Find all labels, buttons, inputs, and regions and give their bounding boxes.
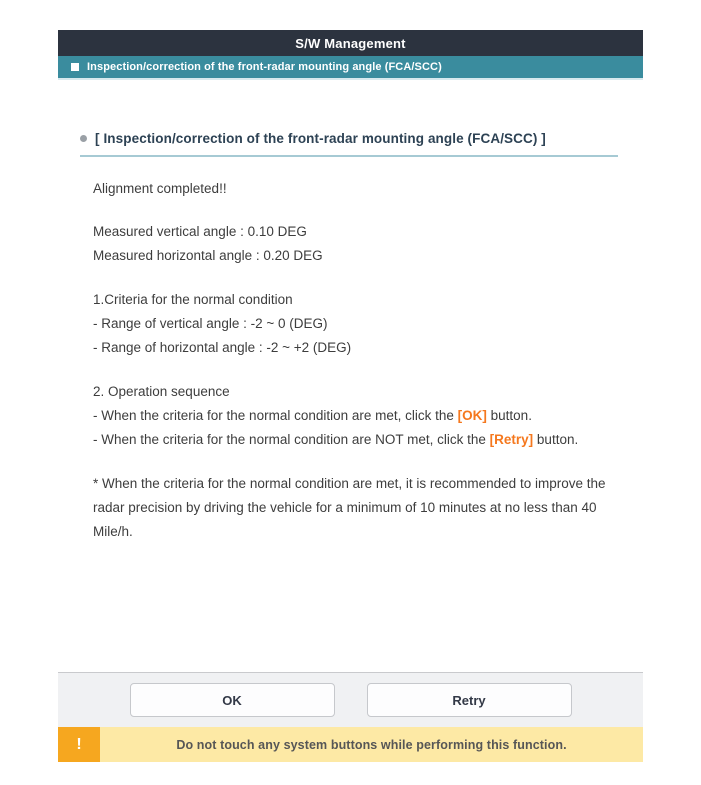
measured-vertical-angle: Measured vertical angle : 0.10 DEG	[93, 224, 307, 239]
warning-message: Do not touch any system buttons while performing this function.	[176, 737, 567, 752]
sequence-ok-line	[93, 404, 618, 428]
measured-values	[93, 220, 618, 268]
measured-horizontal-angle: Measured horizontal angle : 0.20 DEG	[93, 248, 323, 263]
section-title: [ Inspection/correction of the front-radar mounting angle (FCA/SCC) ]	[95, 131, 546, 146]
sequence-retry-line	[93, 428, 618, 452]
bullet-square-icon	[71, 63, 79, 71]
function-title-bar	[58, 56, 643, 80]
bullet-dot-icon	[80, 135, 87, 142]
message-area	[93, 177, 618, 544]
sequence-heading: 2. Operation sequence	[93, 384, 230, 399]
section-title-row	[80, 131, 618, 157]
header-bar	[58, 30, 643, 56]
sequence-retry-pre: - When the criteria for the normal condition are NOT met, click the	[93, 432, 490, 447]
sequence-retry-post: button.	[533, 432, 579, 447]
warning-bar	[58, 727, 643, 762]
page-title: S/W Management	[295, 35, 406, 51]
alignment-status: Alignment completed!!	[93, 181, 227, 196]
criteria-section	[93, 288, 618, 360]
criteria-heading: 1.Criteria for the normal condition	[93, 292, 293, 307]
criteria-horizontal-range: - Range of horizontal angle : -2 ~ +2 (DEG)	[93, 340, 352, 355]
ok-button[interactable]: OK	[130, 683, 335, 717]
recommendation-note: * When the criteria for the normal condition are met, it is recommended to improve the radar precision by driving the vehicle for a minimum of 10 minutes at no less than 40 Mile/h.	[93, 476, 606, 539]
retry-tag-highlight: [Retry]	[489, 432, 534, 447]
ok-tag-highlight: [OK]	[457, 408, 487, 423]
warning-icon: !	[58, 727, 100, 762]
sequence-section	[93, 380, 618, 452]
sequence-ok-pre: - When the criteria for the normal condition are met, click the	[93, 408, 458, 423]
content-block	[58, 30, 643, 544]
criteria-vertical-range: - Range of vertical angle : -2 ~ 0 (DEG)	[93, 316, 328, 331]
bottom-area	[58, 672, 643, 762]
function-title: Inspection/correction of the front-radar mounting angle (FCA/SCC)	[87, 61, 442, 73]
retry-button[interactable]: Retry	[367, 683, 572, 717]
sequence-ok-post: button.	[486, 408, 532, 423]
button-strip	[58, 672, 643, 727]
